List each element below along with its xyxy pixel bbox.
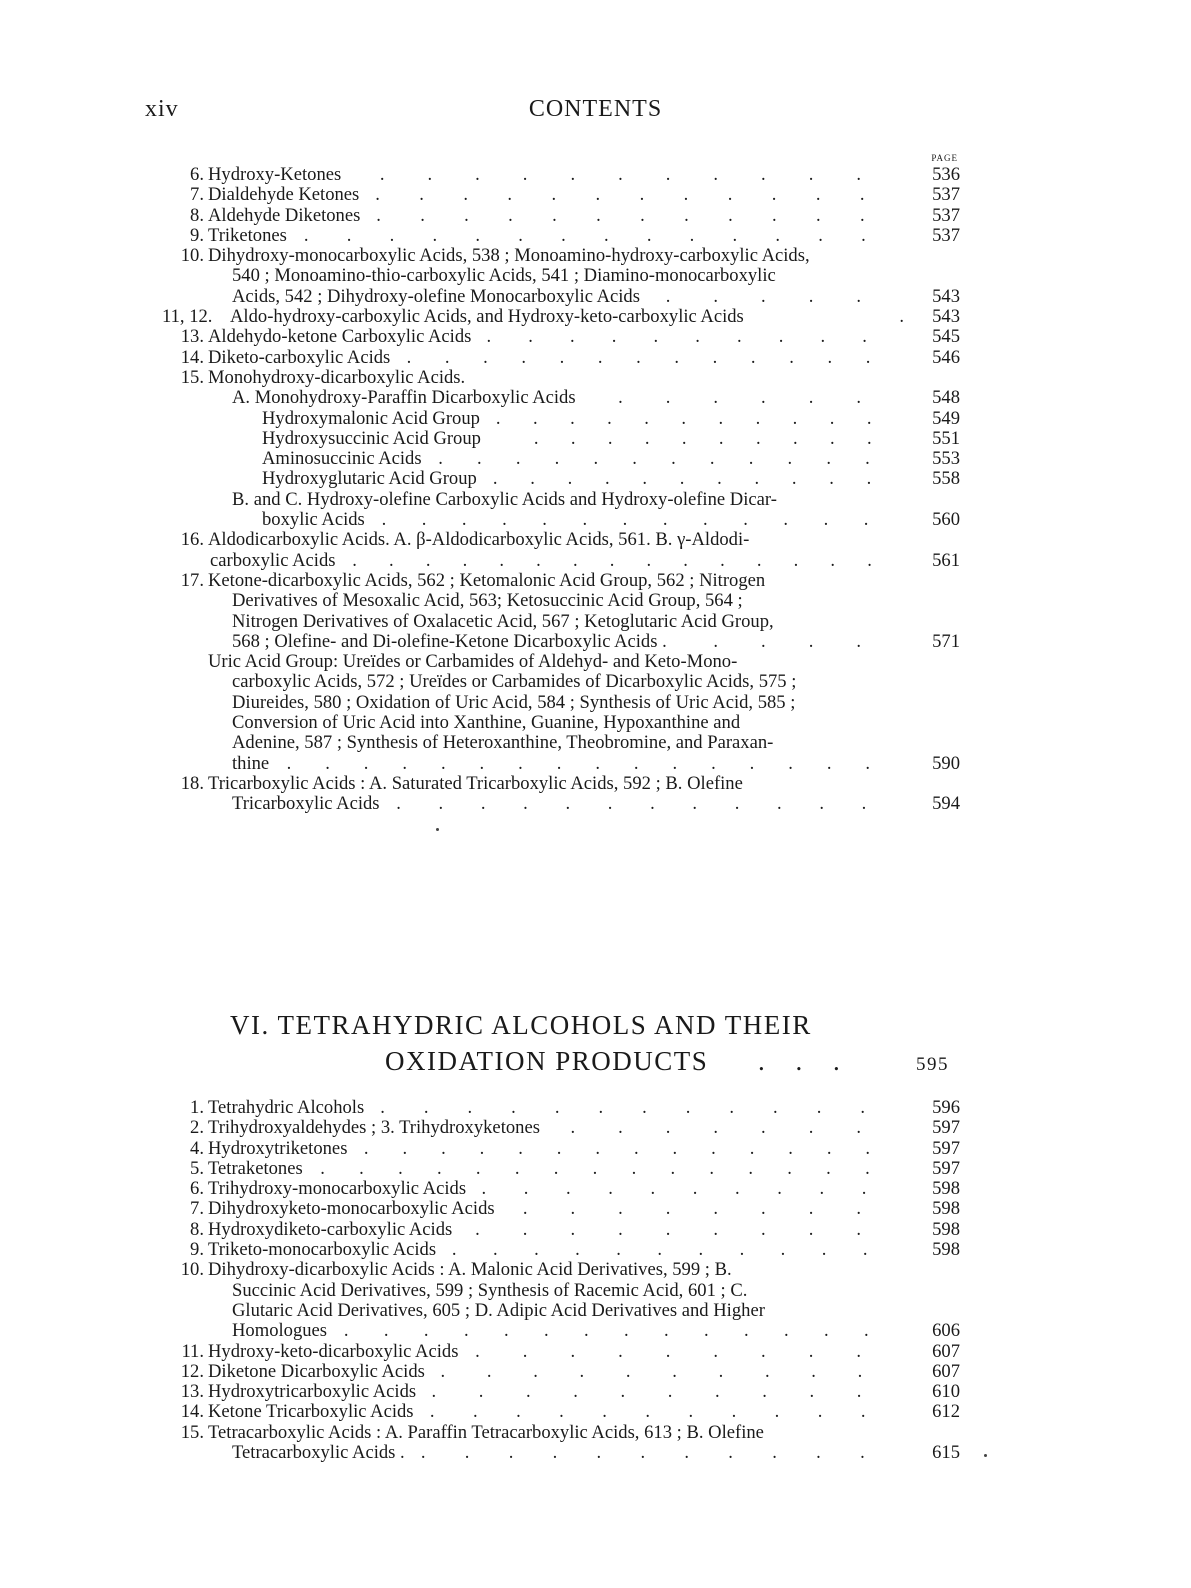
toc-entry-row <box>168 469 960 489</box>
toc-entry-row <box>168 185 960 205</box>
toc-entry-row <box>168 1098 960 1118</box>
entry-number: 6. <box>190 1178 204 1200</box>
entry-title: Diketo-carboxylic Acids <box>208 346 391 368</box>
entry-number: 14. <box>180 1401 204 1423</box>
toc-entry-row <box>168 652 960 672</box>
entry-number: 14. <box>180 346 204 368</box>
dot-leader <box>428 1382 904 1402</box>
dot-leader-glyphs: ............. <box>406 347 904 368</box>
entry-title: Trihydroxy-monocarboxylic Acids <box>208 1178 467 1200</box>
entry-page-number: 537 <box>932 184 960 206</box>
entry-page-number: 596 <box>932 1097 960 1118</box>
entry-page-number: 561 <box>932 549 960 571</box>
entry-page-number: 612 <box>932 1401 960 1423</box>
dot-leader-glyphs: ............ <box>380 1098 904 1118</box>
dot-leader-glyphs: .............. <box>303 225 904 246</box>
entry-page-number: 543 <box>932 285 960 307</box>
dot-leader-glyphs: ........... <box>429 1402 904 1423</box>
entry-number: 15. <box>180 366 204 388</box>
toc-entry-row <box>168 1342 960 1362</box>
entry-page-number: 548 <box>932 387 960 409</box>
toc-entry-row <box>168 246 960 266</box>
toc-entry-row <box>168 1321 960 1341</box>
entry-title: Conversion of Uric Acid into Xanthine, Guanine, Hypoxanthine and <box>232 712 741 734</box>
toc-entry-row <box>168 551 960 571</box>
entry-page-number: 606 <box>932 1320 960 1342</box>
page-folio: xiv <box>145 96 179 122</box>
dot-leader-glyphs: ......... <box>475 1219 904 1240</box>
entry-title: carboxylic Acids <box>210 549 336 571</box>
entry-page-number: 594 <box>932 793 960 815</box>
toc-entry-row <box>168 165 960 185</box>
entry-number: 11, 12. <box>162 306 213 328</box>
dot-leader <box>652 287 904 307</box>
toc-entry-row <box>168 1281 960 1301</box>
entry-title: Hydroxysuccinic Acid Group <box>262 427 481 449</box>
dot-leader-glyphs: ............. <box>381 510 904 531</box>
toc-entry-row <box>168 1402 960 1422</box>
dot-leader <box>315 1159 904 1179</box>
toc-entry-row <box>168 1220 960 1240</box>
entry-title: A. Monohydroxy-Paraffin Dicarboxylic Acids <box>232 387 576 409</box>
dot-leader-glyphs: ................ <box>286 753 904 774</box>
dot-leader <box>417 1443 904 1463</box>
toc-entry-row <box>168 1362 960 1382</box>
toc-entry-row <box>168 368 960 388</box>
contents-list-section-5 <box>162 164 960 815</box>
dot-leader-glyphs: ............... <box>352 550 904 571</box>
dot-leader <box>347 551 904 571</box>
toc-entry-row <box>168 1139 960 1159</box>
dot-leader <box>493 429 904 449</box>
entry-title: Aldehydo-ketone Carboxylic Acids <box>208 326 472 348</box>
entry-title: Aldehyde Diketones <box>208 204 361 226</box>
toc-entry-row <box>168 348 960 368</box>
toc-entry-row <box>168 1443 960 1463</box>
toc-entry-row <box>168 733 960 753</box>
toc-entry-row <box>168 287 960 307</box>
page-title: CONTENTS <box>528 96 663 122</box>
entry-page-number: 607 <box>932 1360 960 1382</box>
entry-number: 13. <box>180 1381 204 1403</box>
dot-leader-glyphs: ............ <box>438 449 904 470</box>
toc-entry-row <box>168 1179 960 1199</box>
toc-entry-row <box>168 449 960 469</box>
dot-leader-glyphs: .......... <box>431 1382 904 1403</box>
contents-list-section-6 <box>168 1098 960 1463</box>
dot-leader <box>299 226 904 246</box>
entry-title: thine <box>232 752 270 774</box>
dot-leader-glyphs: .......... <box>481 1179 904 1200</box>
dot-leader-glyphs: .......... <box>486 327 904 348</box>
entry-page-number: 597 <box>932 1157 960 1179</box>
dot-leader: . <box>899 307 904 328</box>
toc-entry-row <box>168 530 960 550</box>
toc-entry-row <box>168 1240 960 1260</box>
entry-number: 15. <box>180 1421 204 1443</box>
entry-title: Hydroxymalonic Acid Group <box>262 407 480 429</box>
dot-leader <box>339 1321 904 1341</box>
entry-title: Triketones <box>208 224 287 246</box>
entry-number: 12. <box>180 1360 204 1382</box>
dot-leader-glyphs: .... <box>713 631 904 652</box>
chapter-heading-line-1: VI. TETRAHYDRIC ALCOHOLS AND THEIR <box>230 1010 812 1040</box>
entry-title: Tetracarboxylic Acids . <box>232 1442 405 1464</box>
toc-entry-row <box>168 206 960 226</box>
dot-leader <box>371 185 904 205</box>
entry-page-number: 543 <box>932 306 960 328</box>
toc-entry-row <box>168 612 960 632</box>
entry-title: Hydroxydiketo-carboxylic Acids <box>208 1218 453 1240</box>
entry-title: Uric Acid Group: Ureïdes or Carbamides of Aldehyd- and Keto-Mono- <box>208 651 738 673</box>
dot-leader <box>434 449 904 469</box>
entry-number: 6. <box>190 164 204 185</box>
dot-leader <box>353 165 904 185</box>
entry-title: Glutaric Acid Derivatives, 605 ; D. Adipic Acid Derivatives and Higher <box>232 1299 765 1321</box>
entry-page-number: 598 <box>932 1239 960 1261</box>
entry-page-number: 546 <box>932 346 960 368</box>
entry-title: 568 ; Olefine- and Di-olefine-Ketone Dicarboxylic Acids . <box>232 630 667 652</box>
toc-entry-row <box>168 774 960 794</box>
entry-page-number: 610 <box>932 1381 960 1403</box>
entry-title: Hydroxytriketones <box>208 1137 348 1159</box>
entry-title: Ketone-dicarboxylic Acids, 562 ; Ketomalonic Acid Group, 562 ; Nitrogen <box>208 569 766 591</box>
entry-page-number: 590 <box>932 752 960 774</box>
entry-page-number: 615 <box>932 1442 960 1464</box>
toc-entry-row <box>168 1382 960 1402</box>
entry-title: Homologues <box>232 1320 328 1342</box>
chapter-heading-line-2: OXIDATION PRODUCTS <box>385 1046 709 1076</box>
entry-title: Tricarboxylic Acids <box>232 793 380 815</box>
entry-title: Trihydroxyaldehydes ; 3. Trihydroxyketones <box>208 1117 540 1139</box>
entry-title: carboxylic Acids, 572 ; Ureïdes or Carbamides of Dicarboxylic Acids, 575 ; <box>232 671 797 693</box>
entry-title: Diketone Dicarboxylic Acids <box>208 1360 425 1382</box>
entry-title: 540 ; Monoamino-thio-carboxylic Acids, 541 ; Diamino-monocarboxylic <box>232 265 776 287</box>
dot-leader-glyphs: ............ <box>396 794 904 815</box>
entry-page-number: 607 <box>932 1340 960 1362</box>
dot-leader-glyphs: ........ <box>522 1199 904 1220</box>
dot-leader-glyphs: ....... <box>570 1118 904 1139</box>
toc-entry-row <box>168 1118 960 1138</box>
entry-number: 17. <box>180 569 204 591</box>
dot-leader-glyphs: ........... <box>492 469 904 490</box>
dot-leader <box>464 1220 904 1240</box>
toc-entry-row <box>168 490 960 510</box>
dot-leader <box>392 794 904 814</box>
toc-entry-row <box>168 388 960 408</box>
entry-page-number: 551 <box>932 427 960 449</box>
entry-page-number: 597 <box>932 1137 960 1159</box>
entry-number: 11. <box>181 1340 204 1362</box>
entry-page-number: 598 <box>932 1218 960 1240</box>
chapter-heading-page: 595 <box>916 1054 949 1075</box>
chapter-heading-leader: . . . <box>758 1046 852 1076</box>
dot-leader-glyphs: .......... <box>440 1361 904 1382</box>
entry-title: Aldo-hydroxy-carboxylic Acids, and Hydroxy-keto-carboxylic Acids <box>230 306 744 328</box>
toc-entry-row <box>168 1301 960 1321</box>
entry-number: 5. <box>190 1157 204 1179</box>
page-column-label: PAGE <box>931 153 958 163</box>
toc-entry-row <box>162 306 960 328</box>
dot-leader <box>483 327 904 347</box>
entry-title: Tetrahydric Alcohols <box>208 1097 365 1118</box>
entry-title: Tetraketones <box>208 1157 303 1179</box>
entry-number: 8. <box>190 204 204 226</box>
toc-entry-row <box>168 672 960 692</box>
entry-number: 13. <box>180 326 204 348</box>
dot-leader <box>377 510 904 530</box>
toc-entry-row <box>168 632 960 652</box>
entry-page-number: 597 <box>932 1117 960 1139</box>
entry-title: Acids, 542 ; Dihydroxy-olefine Monocarboxylic Acids <box>232 285 640 307</box>
dot-leader-glyphs: ..... <box>665 286 904 307</box>
dot-leader-glyphs: ............ <box>376 205 904 226</box>
entry-number: 7. <box>190 1198 204 1220</box>
entry-title: Monohydroxy-dicarboxylic Acids. <box>208 366 466 388</box>
dot-leader-glyphs: ........... <box>451 1240 904 1261</box>
toc-entry-row <box>168 266 960 286</box>
entry-title: Ketone Tricarboxylic Acids <box>208 1401 414 1423</box>
entry-title: B. and C. Hydroxy-olefine Carboxylic Acids and Hydroxy-olefine Dicar- <box>232 488 777 510</box>
entry-page-number: 553 <box>932 448 960 470</box>
dot-leader-glyphs: ......... <box>475 1341 904 1362</box>
entry-number: 9. <box>190 224 204 246</box>
toc-entry-row <box>168 327 960 347</box>
entry-title: boxylic Acids <box>262 509 365 531</box>
dot-leader <box>437 1362 904 1382</box>
entry-title: Diureides, 580 ; Oxidation of Uric Acid, 584 ; Synthesis of Uric Acid, 585 ; <box>232 691 796 713</box>
dot-leader <box>426 1402 904 1422</box>
toc-entry-row <box>168 591 960 611</box>
entry-title: Hydroxyglutaric Acid Group <box>262 468 477 490</box>
dot-leader-glyphs: ........... <box>379 165 904 185</box>
entry-title: Derivatives of Mesoxalic Acid, 563; Ketosuccinic Acid Group, 564 ; <box>232 590 743 612</box>
dot-leader-glyphs: ........... <box>420 1443 904 1464</box>
entry-number: 16. <box>180 529 204 551</box>
entry-number: 10. <box>180 245 204 267</box>
entry-page-number: 536 <box>932 164 960 185</box>
entry-title: Triketo-monocarboxylic Acids <box>208 1239 437 1261</box>
entry-title: Aldodicarboxylic Acids. A. β-Aldodicarboxylic Acids, 561. B. γ-Aldodi- <box>208 529 750 551</box>
dot-leader <box>489 469 904 489</box>
dot-leader-glyphs: .......... <box>533 428 904 449</box>
dot-leader <box>588 388 904 408</box>
dot-leader <box>470 1342 904 1362</box>
dot-leader-glyphs: .............. <box>343 1321 904 1342</box>
dot-leader-glyphs: .............. <box>363 1138 904 1159</box>
dot-leader-glyphs: ...... <box>618 388 904 409</box>
entry-title: Tetracarboxylic Acids : A. Paraffin Tetracarboxylic Acids, 613 ; B. Olefine <box>208 1421 764 1443</box>
toc-entry-row <box>168 409 960 429</box>
entry-page-number: 545 <box>932 326 960 348</box>
entry-title: Hydroxy-Ketones <box>208 164 342 185</box>
entry-title: Hydroxytricarboxylic Acids <box>208 1381 417 1403</box>
entry-page-number: 571 <box>932 630 960 652</box>
toc-entry-row <box>168 1423 960 1443</box>
dot-leader <box>281 754 904 774</box>
toc-entry-row <box>168 571 960 591</box>
toc-entry-row <box>168 1199 960 1219</box>
dot-leader <box>448 1240 904 1260</box>
dot-leader-glyphs: ........... <box>495 408 904 429</box>
dot-leader <box>679 632 904 652</box>
dot-leader <box>507 1199 904 1219</box>
entry-number: 10. <box>180 1259 204 1281</box>
entry-title: Tricarboxylic Acids : A. Saturated Tricarboxylic Acids, 592 ; B. Olefine <box>208 772 743 794</box>
toc-entry-row <box>168 693 960 713</box>
dot-leader-glyphs: ............... <box>320 1158 904 1179</box>
dot-leader <box>492 409 904 429</box>
toc-entry-row <box>168 226 960 246</box>
entry-title: Dialdehyde Ketones <box>208 184 360 206</box>
entry-number: 1. <box>190 1097 204 1118</box>
entry-page-number: 537 <box>932 224 960 246</box>
entry-title: Dihydroxyketo-monocarboxylic Acids <box>208 1198 495 1220</box>
entry-title: Hydroxy-keto-dicarboxylic Acids <box>208 1340 459 1362</box>
dot-leader <box>402 348 904 368</box>
dot-leader <box>376 1098 904 1118</box>
entry-number: 9. <box>190 1239 204 1261</box>
toc-entry-row <box>168 794 960 814</box>
toc-entry-row <box>168 754 960 774</box>
entry-page-number: 549 <box>932 407 960 429</box>
entry-page-number: 560 <box>932 509 960 531</box>
dot-leader <box>478 1179 904 1199</box>
toc-entry-row <box>168 429 960 449</box>
entry-title: Succinic Acid Derivatives, 599 ; Synthesis of Racemic Acid, 601 ; C. <box>232 1279 748 1301</box>
entry-title: Aminosuccinic Acids <box>262 448 422 470</box>
entry-number: 8. <box>190 1218 204 1240</box>
print-speck <box>436 828 439 831</box>
dot-leader-glyphs: ............ <box>375 185 904 206</box>
entry-page-number: 598 <box>932 1198 960 1220</box>
entry-number: 18. <box>180 772 204 794</box>
toc-entry-row <box>168 1260 960 1280</box>
print-speck <box>984 1454 987 1457</box>
entry-number: 4. <box>190 1137 204 1159</box>
toc-entry-row <box>168 510 960 530</box>
running-header <box>0 96 1191 126</box>
entry-title: Dihydroxy-dicarboxylic Acids : A. Malonic Acid Derivatives, 599 ; B. <box>208 1259 732 1281</box>
toc-entry-row <box>168 1159 960 1179</box>
entry-title: Nitrogen Derivatives of Oxalacetic Acid, 567 ; Ketoglutaric Acid Group, <box>232 610 774 632</box>
dot-leader <box>372 206 904 226</box>
entry-title: Adenine, 587 ; Synthesis of Heteroxanthine, Theobromine, and Paraxan- <box>232 732 774 754</box>
dot-leader <box>359 1139 904 1159</box>
toc-entry-row <box>168 713 960 733</box>
entry-title: Dihydroxy-monocarboxylic Acids, 538 ; Monoamino-hydroxy-carboxylic Acids, <box>208 245 810 267</box>
entry-number: 7. <box>190 184 204 206</box>
entry-page-number: 558 <box>932 468 960 490</box>
entry-page-number: 598 <box>932 1178 960 1200</box>
entry-number: 2. <box>190 1117 204 1139</box>
dot-leader <box>552 1118 904 1138</box>
entry-page-number: 537 <box>932 204 960 226</box>
